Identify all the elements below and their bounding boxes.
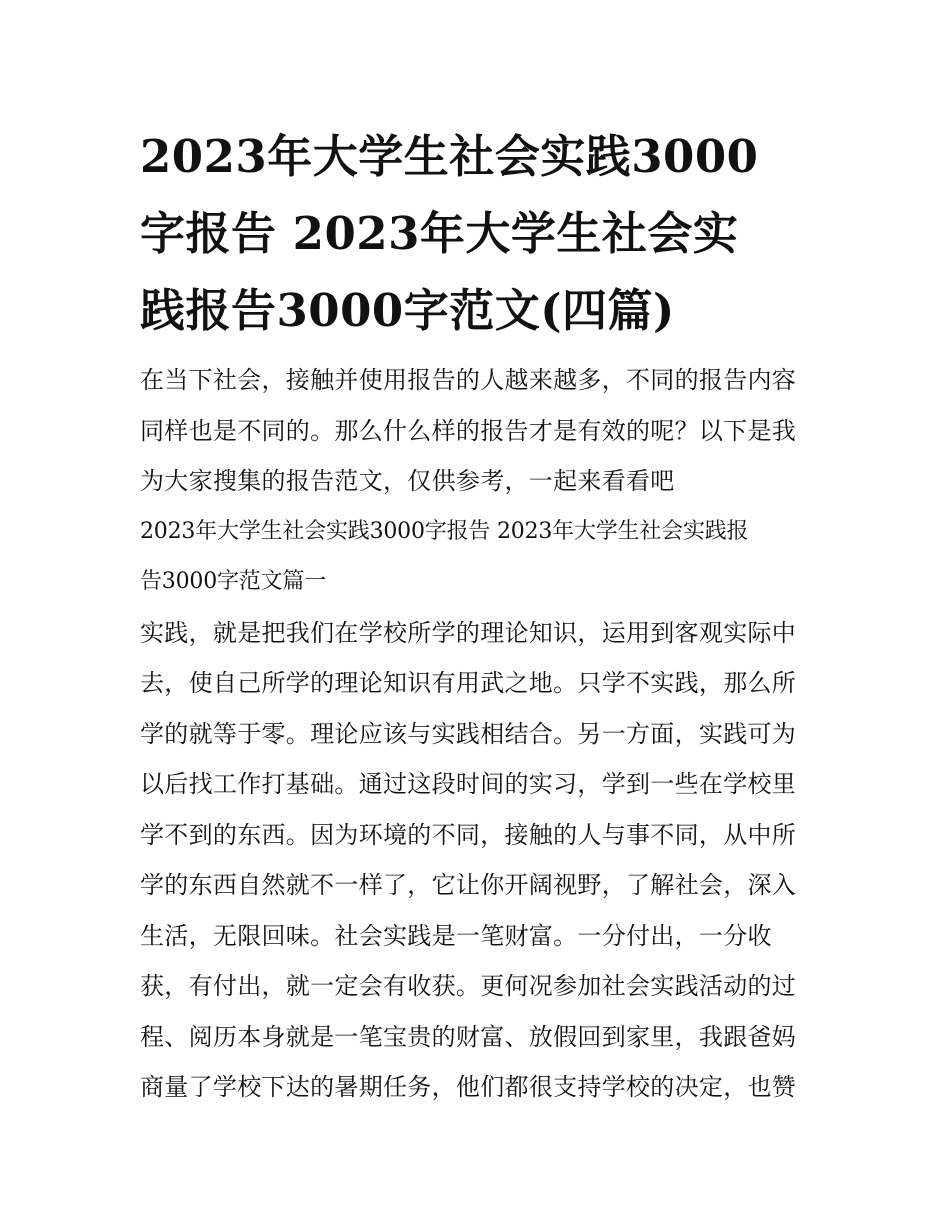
document-page: [140, 118, 815, 1113]
body-paragraph: 实践，就是把我们在学校所学的理论知识，运用到客观实际中 去，使自己所学的理论知识有用武之地。只学不实践，那么所 学的就等于零。理论应该与实践相结合。另一方面，实践可为 以后找工作打基础。通过这段时间的实习，学到一些在学校里 学不到的东西。因为环境的不同，接触的人与事不同，从中所 学的东西自然就不一样了，它让你开阔视野，了解社会，深入 生活，无限回味。社会实践是一笔财富。一分付出，一分收 获，有付出，就一定会有收获。更何况参加社会实践活动的过 程、阅历本身就是一笔宝贵的财富、放假回到家里，我跟爸妈 商量了学校下达的暑期任务，他们都很支持学校的决定，也赞: [140, 618, 797, 1101]
section-heading: 2023年大学生社会实践3000字报告 2023年大学生社会实践报 告3000字范文篇一: [140, 518, 749, 594]
intro-paragraph: 在当下社会，接触并使用报告的人越来越多，不同的报告内容 同样也是不同的。那么什么样的报告才是有效的呢？以下是我 为大家搜集的报告范文，仅供参考，一起来看看吧: [140, 366, 797, 495]
document-title: 2023年大学生社会实践3000 字报告 2023年大学生社会实 践报告3000字范文(四篇): [140, 130, 759, 337]
